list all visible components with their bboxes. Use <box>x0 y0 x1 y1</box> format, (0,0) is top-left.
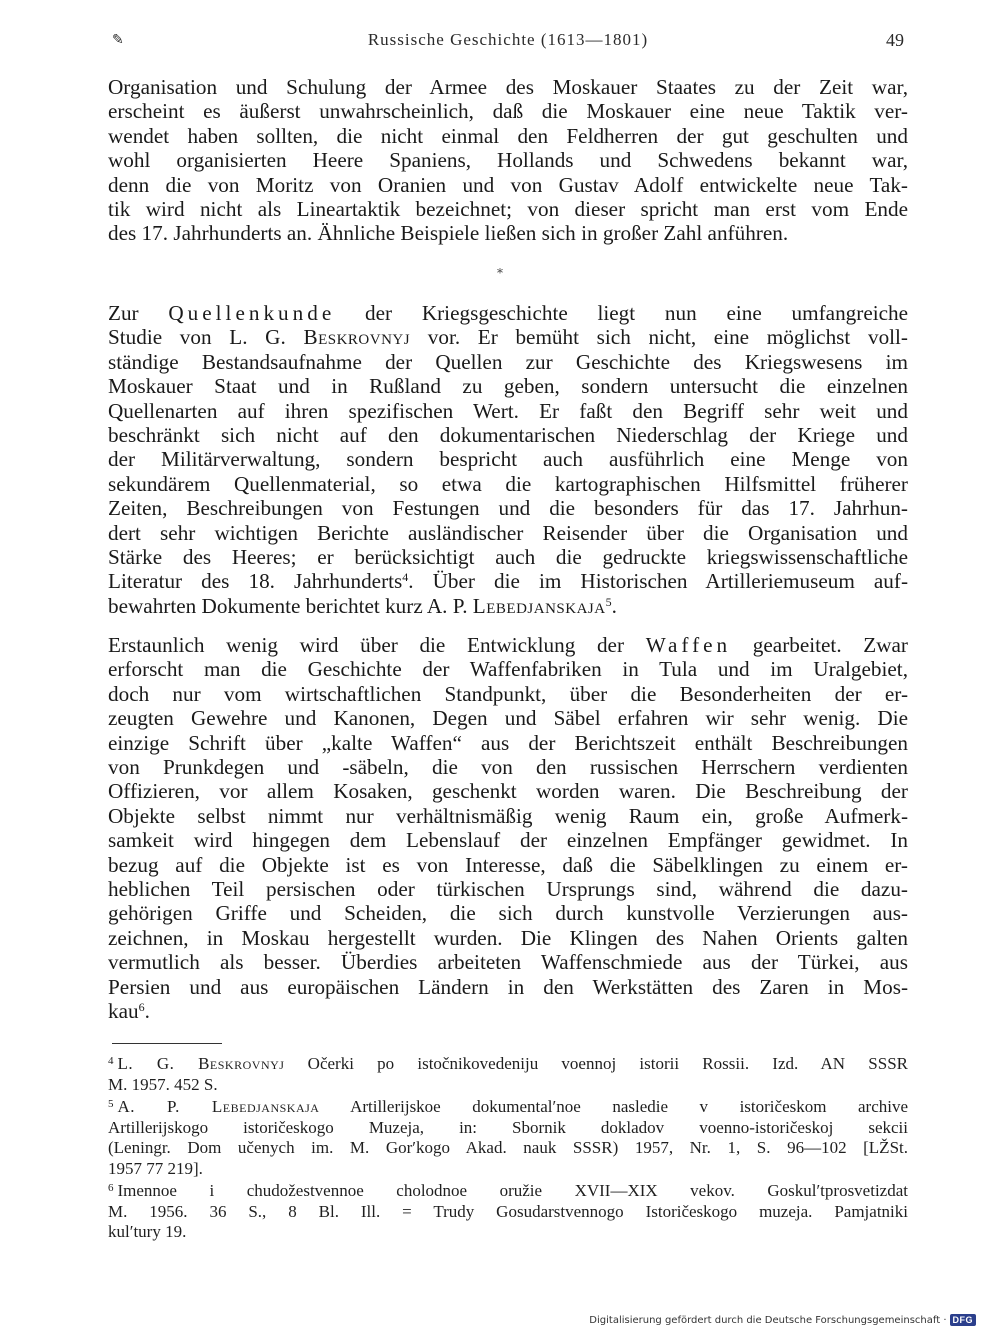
text-line: M. 1957. 452 S. <box>108 1074 218 1094</box>
text-line: Zur Quellenkunde der Kriegsgeschichte liegt nun eine umfangreiche <box>108 301 909 325</box>
text-line: erscheint es äußerst unwahrscheinlich, daß die Moskauer eine neue Taktik ver- <box>108 99 908 124</box>
emphasis-spaced: Waffen <box>645 633 732 657</box>
text-line: von Prunkdegen und -säbeln, die von den russischen Herrschern verdienten <box>108 755 908 780</box>
footnote-number: 4 <box>108 1055 114 1067</box>
author-name: Lebedjanskaja <box>472 593 606 618</box>
text-line: heblichen Teil persischen oder türkischen Ursprungs sind, während die dazu- <box>108 877 908 902</box>
footnote-ref: 4 <box>402 570 409 585</box>
text-line: Zeiten, Beschreibungen von Festungen und die besonders für das 17. Jahrhun- <box>108 496 908 521</box>
text-line: ständige Bestandsaufnahme der Quellen zur Geschichte des Kriegswesens im <box>108 349 908 374</box>
text-line: 1957 77 219]. <box>108 1159 203 1179</box>
paragraph-2 <box>108 301 908 618</box>
text-line: bewahrten Dokumente berichtet kurz A. P. Lebedjanskaja$^5$. <box>108 593 617 618</box>
footnote-6 <box>108 1181 908 1243</box>
text-line: Artillerijskogo istoričeskogo Muzeja, in: Sbornik dokladov voenno-istoričeskoj sekcii <box>108 1117 908 1137</box>
footnote-number: 5 <box>108 1098 114 1110</box>
paragraph-1 <box>108 75 908 246</box>
text-line: kau$^6$. <box>108 999 150 1024</box>
text-line: Studie von L. G. Beskrovnyj vor. Er bemüht sich nicht, eine möglichst voll- <box>108 325 908 350</box>
running-title: Russische Geschichte (1613—1801) <box>367 30 649 49</box>
author-name: A. P. Lebedjanskaja <box>117 1097 320 1116</box>
text-line: (Leningr. Dom učenych im. M. Gorʹkogo Akad. nauk SSSR) 1957, Nr. 1, S. 96—102 [LŽSt. <box>108 1138 908 1158</box>
text-line: Persien und aus europäischen Ländern in den Werkstätten des Zaren in Mos- <box>108 974 908 999</box>
text-line: Moskauer Staat und in Rußland zu geben, sondern untersucht die einzelnen <box>108 374 908 399</box>
text-line: kulʹtury 19. <box>108 1222 187 1242</box>
text-line: doch nur vom wirtschaftlichen Standpunkt, über die Besonderheiten der er- <box>108 681 908 706</box>
text-line: M. 1956. 36 S., 8 Bl. Ill. = Trudy Gosudarstvennogo Istoričeskogo muzeja. Pamjatniki <box>108 1201 908 1221</box>
dfg-logo: DFG <box>950 1314 977 1326</box>
text-line: $^6$ Imennoe i chudožestvennoe cholodnoe oružie XVII—XIX vekov. Goskulʹtprosvetizdat <box>108 1181 908 1200</box>
text-line: Offizieren, vor allem Kosaken, geschenkt worden waren. Die Beschreibung der <box>108 779 908 804</box>
text-line: Objekte selbst nimmt nur verhältnismäßig wenig Raum ein, große Aufmerk- <box>108 803 908 828</box>
author-name: L. G. Beskrovnyj <box>117 1054 285 1073</box>
text-line: Literatur des 18. Jahrhunderts$^4$. Über die im Historischen Artilleriemuseum auf- <box>108 569 909 594</box>
text-line: Stärke des Heeres; er berücksichtigt auch die gedruckte kriegswissenschaftliche <box>108 545 908 570</box>
text-line: zeichnen, in Moskau hergestellt wurden. Die Klingen des Nahen Orients galten <box>108 925 908 950</box>
emphasis-spaced: Quellenkunde <box>168 301 336 325</box>
page-number: 49 <box>886 30 904 50</box>
paragraph-3 <box>108 633 908 1024</box>
text-line: $^5$ A. P. Lebedjanskaja Artillerijskoe dokumentalʹnoe nasledie v istoričeskom archive <box>108 1097 909 1116</box>
text-line: Quellenarten auf ihren spezifischen Wert. Er faßt den Begriff sehr weit und <box>108 398 908 423</box>
text-line: beschränkt sich nicht auf den dokumentarischen Niederschlag der Kriege und <box>108 423 908 448</box>
section-separator: * <box>497 266 503 280</box>
text-line: Erstaunlich wenig wird über die Entwicklung der Waffen gearbeitet. Zwar <box>108 633 908 657</box>
footnote-ref: 6 <box>138 1000 145 1015</box>
text-line: dert sehr wichtigen Berichte ausländischer Reisender über die Organisation und <box>108 520 908 545</box>
text-line: sekundärem Quellenmaterial, so etwa die kartographischen Hilfsmittel früherer <box>108 471 908 496</box>
running-header <box>108 30 908 54</box>
text-line: bezug auf die Objekte ist es von Interesse, daß die Säbelklingen zu einem er- <box>108 852 908 877</box>
text-line: samkeit wird hingegen dem Lebenslauf der einzelnen Empfänger gewidmet. In <box>108 828 908 853</box>
text-line: $^4$ L. G. Beskrovnyj Očerki po istočnikovedeniju voennoj istorii Rossii. Izd. AN SSSR <box>108 1054 908 1073</box>
footnote-5 <box>108 1097 908 1180</box>
footnote-number: 6 <box>108 1182 114 1194</box>
text-line: der Militärverwaltung, sondern bespricht auch ausführlich eine Menge von <box>108 447 908 472</box>
text-line: gehörigen Griffe und Scheiden, die sich durch kunstvolle Verzierungen aus- <box>108 901 908 926</box>
text-line: einzige Schrift über „kalte Waffen“ aus der Berichtszeit enthält Beschreibungen <box>108 730 908 755</box>
pencil-mark-icon: ✎ <box>112 33 124 48</box>
text-line: tik wird nicht als Lineartaktik bezeichnet; von dieser spricht man erst vom Ende <box>108 197 908 222</box>
funding-text: Digitalisierung gefördert durch die Deutsche Forschungsgemeinschaft · <box>589 1314 947 1326</box>
text-line: wohl organisierten Heere Spaniens, Hollands und Schwedens bekannt war, <box>108 148 908 173</box>
text-line: vermutlich als besser. Überdies arbeiteten Waffenschmiede aus der Türkei, aus <box>108 950 908 975</box>
text-line: zeugten Gewehre und Kanonen, Degen und Säbel erfahren wir sehr wenig. Die <box>108 706 908 731</box>
text-line: wendet haben sollten, die nicht einmal den Feldherren der gut geschulten und <box>108 123 908 148</box>
funding-footer <box>589 1312 976 1328</box>
text-line: denn die von Moritz von Oranien und von Gustav Adolf entwickelte neue Tak- <box>108 172 908 197</box>
footnote-ref: 5 <box>605 594 612 609</box>
footnote-divider <box>112 1043 222 1044</box>
author-name: Beskrovnyj <box>303 325 411 350</box>
text-line: erforscht man die Geschichte der Waffenfabriken in Tula und im Uralgebiet, <box>108 657 908 682</box>
text-line: Organisation und Schulung der Armee des Moskauer Staates zu der Zeit war, <box>108 75 908 99</box>
footnote-4 <box>108 1054 908 1095</box>
text-line: des 17. Jahrhunderts an. Ähnliche Beispiele ließen sich in großer Zahl anführen. <box>108 221 789 246</box>
